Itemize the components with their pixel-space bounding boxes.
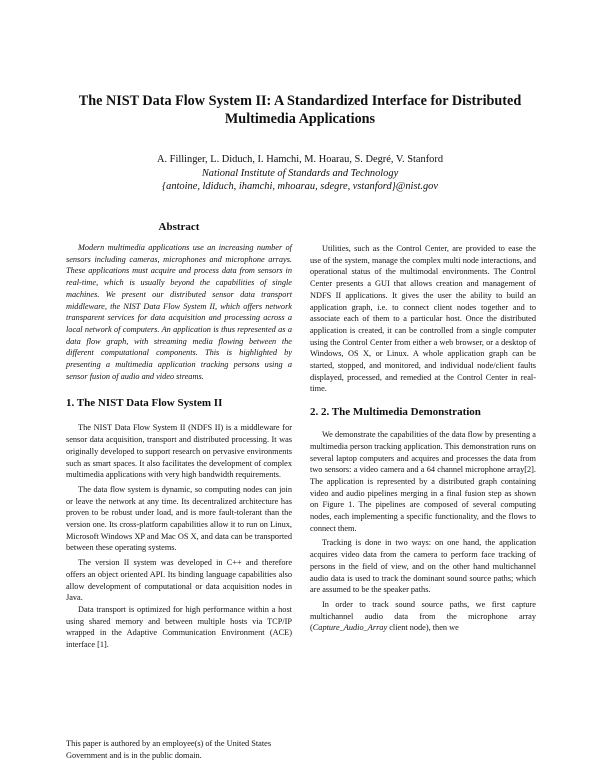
section1-paragraph: The NIST Data Flow System II (NDFS II) is a middleware for sensor data acquisition, transport and distributed processing. It was originally developed to support research on pervasive environments such as smart spaces. It also facilitates the development of complex multimedia applications with very high bandwidth requirements. — [66, 423, 292, 480]
section1-paragraph: The version II system was developed in C++ and therefore offers an object oriented API. Its binding language capabilities also allow development of computational or data acquisition nodes in Java. — [66, 558, 292, 603]
section2-paragraph: Tracking is done in two ways: on one hand, the application acquires video data from the camera to perform face tracking of persons in the field of view, and on the other hand multichannel audio data is used to track the dominant sound source paths; which are assumed to be the speaker paths. — [310, 538, 536, 595]
section2-paragraph: We demonstrate the capabilities of the data flow by presenting a multimedia person tracking application. This demonstration runs on several laptop computers and acquires and processes the data from two sensors: a video camera and a 64 channel microphone array[2]. The application is represented by a distributed graph containing video and audio pipelines merging in a final fusion step as shown on Figure 1. The pipelines are composed of several computing nodes, each implementing a specific functionality, and the flows to connect them. — [310, 430, 536, 533]
p3-start: In order to track sound source paths, we first capture multichannel audio data from the microphone array ( — [310, 599, 536, 633]
section2-paragraph — [310, 599, 536, 634]
node-name-italic: Capture_Audio_Array — [312, 623, 388, 633]
section1-paragraph: Data transport is optimized for high performance within a host using shared memory and between multiple hosts via TCP/IP wrapped in the Adaptive Communication Environment (ACE) interface [1]. — [66, 604, 292, 650]
section1-paragraph: The data flow system is dynamic, so computing nodes can join or leave the network at any time. Its decentralized architecture has proven to be robust under load, and is more fault-tolerant than the version one. Its cross-platform capabilities allow it to run on Linux, Microsoft Windows XP and Mac OS X, and data can be transported between these operating systems. — [66, 484, 292, 553]
public-domain-footnote: This paper is authored by an employee(s) of the United States Government and is in the public domain. — [66, 739, 272, 760]
left-column — [66, 220, 292, 651]
section1-heading: 1. The NIST Data Flow System II — [66, 397, 223, 410]
p3-end: client node), then we — [387, 623, 459, 633]
section1-paragraph: Utilities, such as the Control Center, are provided to ease the use of the system, manage the complex multi node interactions, and operational status of the multimodal environments. The Control Center presents a GUI that allows creation and management of NDFS II applications. It gives the user the ability to build an application graph, i.e. to connect client nodes together and to associate each of them to a particular host. Once the distributed application is created, it can be controlled from a single computer using the Control Center from either a web browser, or a desktop of Windows, OS X, or Linux. A whole application graph can be started, stopped, and monitored, and individual node/client faults displayed, processed, and remedied at the Control Center in real-time. — [310, 244, 536, 394]
author-block — [60, 153, 540, 194]
paper-title: The NIST Data Flow System II: A Standardized Interface for Distributed Multimedia Applications — [78, 93, 522, 127]
section2-heading: 2. 2. The Multimedia Demonstration — [310, 406, 481, 419]
right-column — [310, 220, 536, 634]
author-emails: {antoine, ldiduch, ihamchi, mhoarau, sdegre, vstanford}@nist.gov — [162, 181, 438, 192]
author-institution: National Institute of Standards and Technology — [201, 167, 399, 179]
author-names: A. Fillinger, L. Diduch, I. Hamchi, M. Hoarau, S. Degré, V. Stanford — [156, 154, 444, 165]
abstract-text: Modern multimedia applications use an increasing number of sensors including cameras, microphones and microphone arrays. These applications must acquire and process data from sensors in real-time, which is usually beyond the capabilities of single machines. We present our distributed sensor data transport middleware, the NIST Data Flow System II, which offers network transparent services for data acquisition and processing across a local network of computers. An application is thus represented as a data flow graph, with streaming media flowing between the different computational components. This is highlighted by presenting a multimedia application tracking persons using a sensor fusion of audio and video streams. — [66, 243, 292, 381]
abstract-heading: Abstract — [158, 221, 200, 233]
